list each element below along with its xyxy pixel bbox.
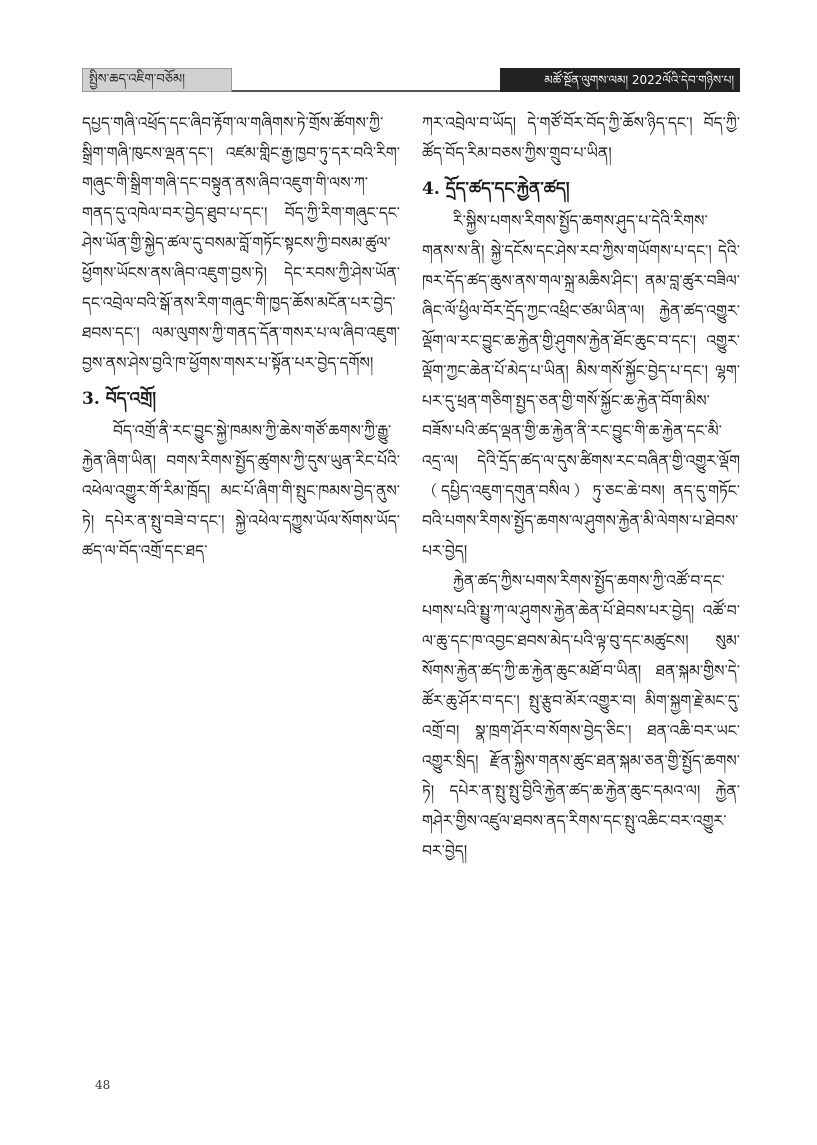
right-paragraph-2: རི་སྐྱིས་པགས་རིགས་སྤྱོད་ཆགས་ཤུད་པ་དེའི་རིགས་གནས་ས་ནི། སྐྱེ་དངོས་དང་ཤེས་རབ་ཀྱིས་གཡོགས་པ་དང་། དེའི་ཁར་དོད་ཚད་ཆུས་ནས་གལ་སྐྲ་མཆིས་ཤིང་། ནམ་བླ་ཚུར་བཟིལ་ཞིང་ལོ་ཕྱིལ་བོར་དྲོད་ཀྱང་འཕྲིང་ཙམ་ཡིན་ལ། རྐྱེན་ཚད་འགྱུར་ལྡོག་ལ་རང་བྱུང་ཆ་རྐྱེན་གྱི་ཤུགས་རྐྱེན་ཐོང་ཆུང་བ་དང་། འགྱུར་ལྡོག་ཀྱང་ཆེན་པོ་མེད་པ་ཡིན། མིས་གསོ་སྐྱོང་བྱེད་པ་དང་། ལྷག་པར་དུ་ཕྲན་གཅིག་སྤྱད་ཅན་གྱི་གསོ་སྐྱོང་ཆ་རྐྱེན་བོག་མིས་བཟོས་པའི་ཚད་ལྡན་གྱི་ཆ་རྐྱེན་ནི་རང་བྱུང་གི་ཆ་རྐྱེན་དང་མི་འདྲ་ལ། དེའི་དྲོད་ཚད་ལ་དུས་ཚིགས་རང་བཞིན་གྱི་འགྱུར་ལྡོག（དཔྱིད་འཇུག་དགུན་བསིལ）ཏུ་ཅང་ཆེ་བས། ནད་དུ་གཏོང་བའི་པགས་རིགས་སྤྱོད་ཆགས་ལ་ཤུགས་རྐྱེན་མི་ལེགས་པ་ཐེབས་པར་བྱེད།	[422, 212, 740, 560]
running-header	[82, 68, 740, 94]
right-paragraph-3: རྐྱེན་ཚད་ཀྱིས་པགས་རིགས་སྤྱོད་ཆགས་ཀྱི་འཚོ་བ་དང་པགས་པའི་སྤྱུ་ཀ་ལ་ཤུགས་རྐྱེན་ཆེན་པོ་ཐེབས་པར་བྱེད། འཚོ་བ་ལ་ཆུ་དང་ཁ་འབྱང་ཐབས་མེད་པའི་ལྟ་བུ་དང་མཚུངས། སུམ་སོགས་རྐྱེན་ཚད་ཀྱི་ཆ་རྐྱེན་ཆུང་མཐོ་བ་ཡིན། ཐན་སྐམ་གྱིས་དེ་ཚོར་ཆུ་ཤོར་བ་དང་། སྤུ་རྩུབ་མོར་འགྱུར་བ། མིག་སྐྱག་རྗེ་མང་དུ་འགྲོ་བ། སྣ་ཁྲག་ཤོར་བ་སོགས་བྱེད་ཅིང་། ཐན་འཆི་བར་ཡང་འགྱུར་སྲིད། རྫོན་སྐྱིས་གནས་ཚུང་ཐན་སྐམ་ཅན་གྱི་སྤྱོད་ཆགས་ཏེ། དཔེར་ན་སྤུ་སྤུ་བྱིའི་རྐྱེན་ཚད་ཆ་རྐྱེན་ཆུང་དམའ་ལ། རྐྱེན་གཤེར་གྱིས་འཛུལ་ཐབས་ནད་རིགས་དང་སྤུ་འཆིང་བར་འགྱུར་བར་བྱེད།	[422, 572, 740, 860]
section-number: 3.	[82, 389, 100, 409]
section-number: 4.	[422, 179, 440, 199]
left-column	[82, 108, 400, 566]
section-heading-4	[422, 174, 740, 204]
header-rule	[232, 90, 500, 92]
section-heading-3	[82, 384, 400, 414]
header-section-title: སྤྱིས་ཆད་འཇིག་བཅོམ།	[82, 68, 232, 92]
left-paragraph-1: དཔྱད་གཞི་འཕྲོད་དང་ཞིབ་རྟོག་ལ་གཞིགས་ཏེ་གྲོས་ཚོགས་ཀྱི་སྒྲིག་གཞི་ཁུངས་ལྡན་དང་། འཛམ་གླིང་རྒྱ་ཁྱབ་ཏུ་དར་བའི་རིག་གཞུང་གི་སྒྲིག་གཞི་དང་བསྟུན་ནས་ཞིབ་འཇུག་གི་ལས་ཀ་གནད་དུ་འཁེལ་བར་བྱེད་ཐུབ་པ་དང་། བོད་ཀྱི་རིག་གཞུང་དང་ཤེས་ཡོན་གྱི་སྐྱེད་ཚལ་དུ་བསམ་བློ་གཏོང་སྟངས་ཀྱི་བསམ་ཚུལ་ཕྱོགས་ཡོངས་ནས་ཞིབ་འཇུག་བྱས་ཏེ། དེང་རབས་ཀྱི་ཤེས་ཡོན་དང་འབྲེལ་བའི་སྒོ་ནས་རིག་གཞུང་གི་ཁྱད་ཆོས་མངོན་པར་བྱེད་ཐབས་དང་། ལམ་ལུགས་ཀྱི་གནད་དོན་གསར་པ་ལ་ཞིབ་འཇུག་བྱས་ནས་ཤེས་བྱའི་ཁ་ཕྱོགས་གསར་པ་སྟོན་པར་བྱེད་དགོས།	[82, 114, 400, 372]
left-paragraph-2: བོད་འགྲོ་ནི་རང་བྱུང་སྐྱེ་ཁམས་ཀྱི་ཆེས་གཙོ་ཆགས་ཀྱི་རྒྱུ་རྐྱེན་ཞིག་ཡིན། བགས་རིགས་སྤྱོད་ཚུགས་ཀྱི་དུས་ཡུན་རིང་པོའི་འཕེལ་འགྱུར་གོ་རིམ་ཁྲོད། མང་པོ་ཞིག་གི་སྤུང་ཁམས་བྱེད་ནུས་ཏེ། དཔེར་ན་སྤུ་བཟེ་བ་དང་། སྐྱེ་འཕེལ་དཀྱུས་ཡོལ་སོགས་ཡོད་ཚད་ལ་བོད་འགྲོ་དང་ཐད་	[82, 422, 400, 560]
page-number: 48	[95, 1078, 111, 1092]
right-column	[422, 108, 740, 866]
right-paragraph-1: ཀར་འབྲེལ་བ་ཡོད། དེ་གཙོ་བོར་བོད་ཀྱི་ཆོས་ཉིད་དང་། བོད་ཀྱི་ཚོད་བོད་རིམ་བཅས་ཀྱིས་གྲུབ་པ་ཡིན།	[422, 114, 740, 162]
section-title: དྲོད་ཚད་དང་རྐྱེན་ཚད།	[445, 179, 570, 199]
section-title: བོད་འགྲོ།	[105, 389, 157, 409]
header-journal-title: མཚོ་སྔོན་ལུགས་ལམ། 2022ལོའི་དེབ་གཉིས་པ།	[500, 68, 740, 92]
